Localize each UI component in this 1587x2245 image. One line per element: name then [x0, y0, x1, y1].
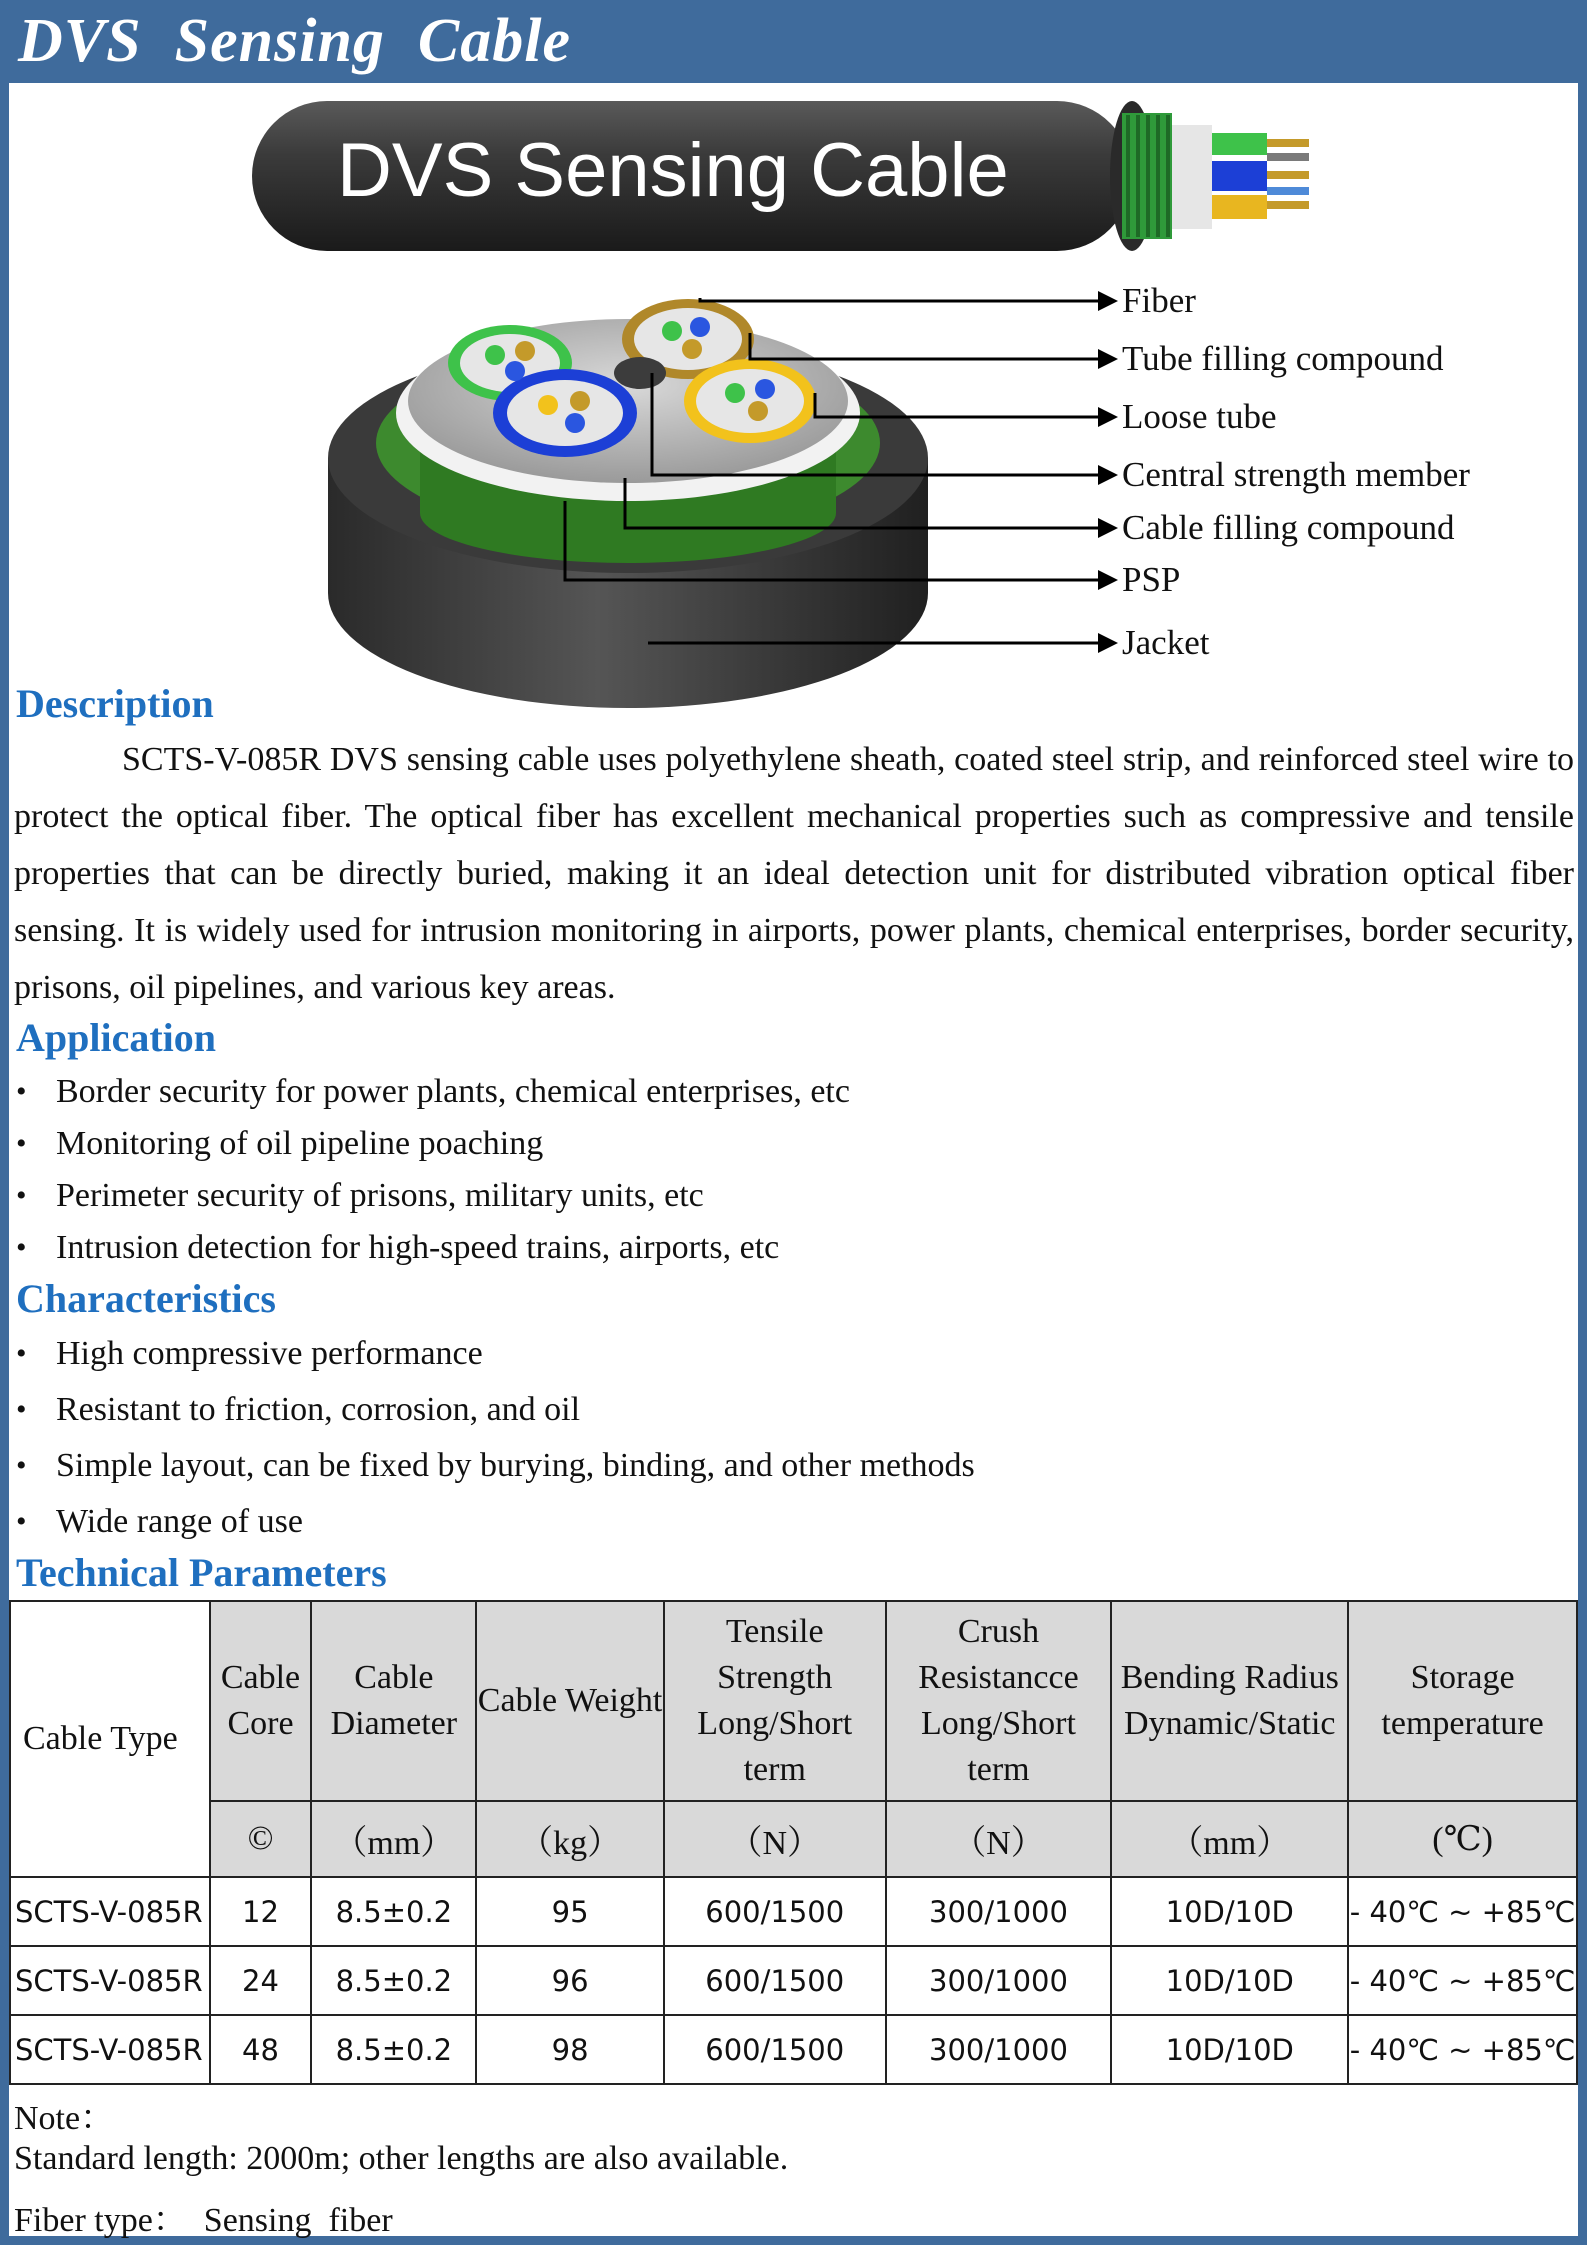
table-row: [10, 1877, 1577, 1946]
header-tensile-strength: Tensile Strength Long/Short term: [664, 1601, 886, 1801]
cell-cable-diameter: 8.5±0.2: [311, 1946, 476, 2015]
header-storage-temperature: Storage temperature: [1348, 1601, 1577, 1801]
title-banner: [0, 0, 1587, 83]
cell-crush-resistance: 300/1000: [886, 2015, 1112, 2084]
application-list: [14, 1066, 850, 1274]
table-row: [10, 1946, 1577, 2015]
cell-storage-temperature: - 40℃ ~ +85℃: [1348, 1946, 1577, 2015]
callout-loose-tube: Loose tube: [1122, 397, 1277, 436]
cell-crush-resistance: 300/1000: [886, 1946, 1112, 2015]
callout-fiber: Fiber: [1122, 281, 1196, 320]
description-text: SCTS-V-085R DVS sensing cable uses polyethylene sheath, coated steel strip, and reinforced steel wire to protect the optical fiber. The optical fiber has excellent mechanical properties such as compressive and tensile properties that can be directly buried, making it an ideal detection unit for distributed vibration optical fiber sensing. It is widely used for intrusion monitoring in airports, power plants, chemical enterprises, border security, prisons, oil pipelines, and various key areas.: [14, 741, 1574, 1006]
cell-tensile-strength: 600/1500: [664, 1877, 886, 1946]
list-item: • Wide range of use: [14, 1494, 975, 1550]
cell-cable-core: 12: [210, 1877, 312, 1946]
header-cable-core: Cable Core: [210, 1601, 312, 1801]
cell-tensile-strength: 600/1500: [664, 2015, 886, 2084]
unit-cable-diameter: （mm）: [311, 1801, 476, 1877]
description-heading: Description: [16, 681, 214, 726]
header-crush-resistance: Crush Resistancce Long/Short term: [886, 1601, 1112, 1801]
list-item: • Resistant to friction, corrosion, and oil: [14, 1382, 975, 1438]
header-bending-radius: Bending Radius Dynamic/Static: [1111, 1601, 1348, 1801]
cell-cable-diameter: 8.5±0.2: [311, 1877, 476, 1946]
cell-cable-diameter: 8.5±0.2: [311, 2015, 476, 2084]
callout-arrowheads: [1098, 291, 1118, 653]
header-cable-weight: Cable Weight: [476, 1601, 664, 1801]
cell-bending-radius: 10D/10D: [1111, 1946, 1348, 2015]
cell-storage-temperature: - 40℃ ~ +85℃: [1348, 2015, 1577, 2084]
technical-heading: Technical Parameters: [16, 1550, 387, 1595]
page-title: DVS Sensing Cable: [18, 7, 572, 75]
unit-cable-weight: （kg）: [476, 1801, 664, 1877]
cell-cable-core: 24: [210, 1946, 312, 2015]
callout-psp: PSP: [1122, 560, 1181, 599]
cable-diagram: [0, 83, 1587, 713]
callout-tube-filling-compound: Tube filling compound: [1122, 339, 1444, 378]
list-item: • Intrusion detection for high-speed trains, airports, etc: [14, 1222, 850, 1274]
cell-cable-type: SCTS-V-085R: [10, 1877, 210, 1946]
list-item: • Monitoring of oil pipeline poaching: [14, 1118, 850, 1170]
callout-central-strength-member: Central strength member: [1122, 455, 1470, 494]
header-cable-type: Cable Type: [10, 1601, 210, 1877]
list-item: • High compressive performance: [14, 1326, 975, 1382]
list-item: • Simple layout, can be fixed by burying, binding, and other methods: [14, 1438, 975, 1494]
header-cable-diameter: Cable Diameter: [311, 1601, 476, 1801]
application-heading: Application: [16, 1015, 217, 1060]
callout-jacket: Jacket: [1122, 623, 1210, 662]
unit-crush-resistance: （N）: [886, 1801, 1112, 1877]
unit-cable-core: ©: [210, 1801, 312, 1877]
cell-cable-type: SCTS-V-085R: [10, 1946, 210, 2015]
cell-cable-type: SCTS-V-085R: [10, 2015, 210, 2084]
note-standard-length: Standard length: 2000m; other lengths are also available.: [14, 2140, 789, 2177]
characteristics-heading: Characteristics: [16, 1276, 276, 1321]
cell-storage-temperature: - 40℃ ~ +85℃: [1348, 1877, 1577, 1946]
cell-cable-core: 48: [210, 2015, 312, 2084]
unit-tensile-strength: （N）: [664, 1801, 886, 1877]
cable-print-text: DVS Sensing Cable: [337, 128, 1009, 213]
cell-cable-weight: 95: [476, 1877, 664, 1946]
note-label: Note：: [14, 2100, 115, 2137]
unit-bending-radius: （mm）: [1111, 1801, 1348, 1877]
unit-storage-temperature: (℃): [1348, 1801, 1577, 1877]
list-item: • Border security for power plants, chemical enterprises, etc: [14, 1066, 850, 1118]
list-item: • Perimeter security of prisons, military units, etc: [14, 1170, 850, 1222]
callout-cable-filling-compound: Cable filling compound: [1122, 508, 1455, 547]
cell-bending-radius: 10D/10D: [1111, 2015, 1348, 2084]
cable-illustration: [0, 83, 1587, 713]
cell-cable-weight: 96: [476, 1946, 664, 2015]
table-row: [10, 2015, 1577, 2084]
cell-bending-radius: 10D/10D: [1111, 1877, 1348, 1946]
characteristics-list: [14, 1326, 975, 1550]
technical-parameters-table: [9, 1600, 1578, 2085]
cell-cable-weight: 98: [476, 2015, 664, 2084]
note-fiber-type: Fiber type： Sensing fiber: [14, 2202, 393, 2239]
cell-tensile-strength: 600/1500: [664, 1946, 886, 2015]
cell-crush-resistance: 300/1000: [886, 1877, 1112, 1946]
